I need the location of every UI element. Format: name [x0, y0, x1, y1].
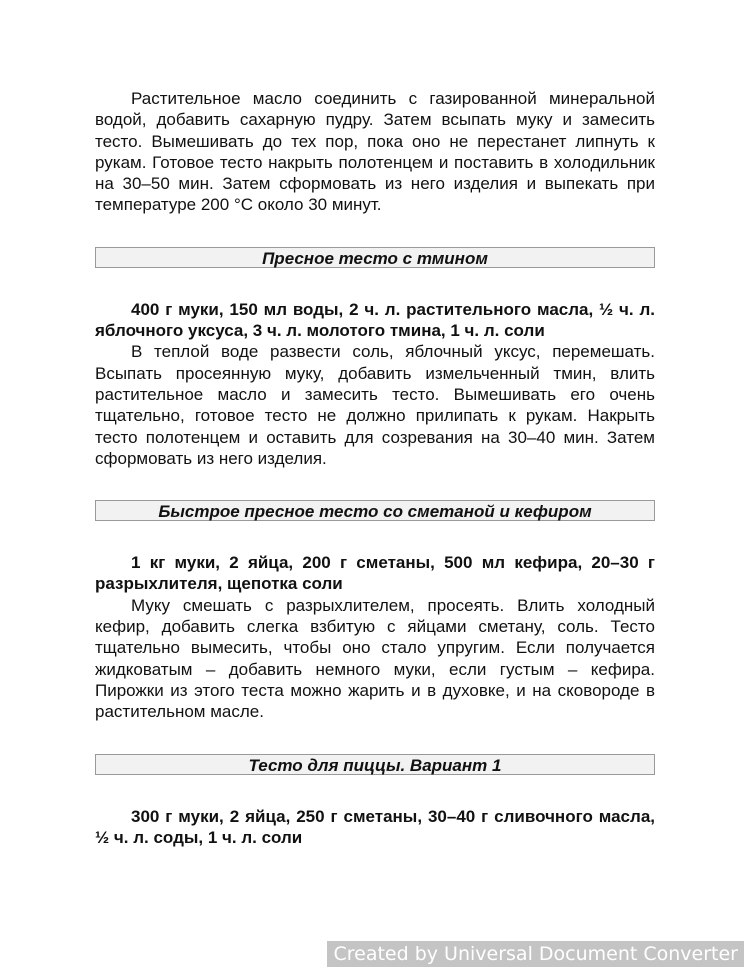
watermark: Created by Universal Document Converter [327, 941, 744, 967]
document-page [95, 88, 655, 848]
recipe-ingredients: 1 кг муки, 2 яйца, 200 г сметаны, 500 мл кефира, 20–30 г разрыхлителя, щепотка соли [95, 553, 655, 594]
recipe-heading: Пресное тесто с тмином [95, 247, 655, 268]
recipe-ingredients: 400 г муки, 150 мл воды, 2 ч. л. растительного масла, ½ ч. л. яблочного уксуса, 3 ч. л. молотого тмина, 1 ч. л. соли [95, 299, 655, 341]
intro-paragraph: Растительное масло соединить с газированной минеральной водой, добавить сахарную пудру. Затем всыпать муку и замесить тесто. Вымешивать до тех пор, пока оно не перестанет липнуть к рукам. Готовое тесто накрыть полотенцем и поставить в холодильник на 30–50 мин. Затем сформовать из него изделия и выпекать при температуре 200 °С около 30 минут. [95, 89, 655, 215]
recipe-method: В теплой воде развести соль, яблочный уксус, перемешать. Всыпать просеянную муку, добавить измельченный тмин, влить растительное масло и замесить тесто. Вымешивать его очень тщательно, готовое тесто не должно прилипать к рукам. Накрыть тесто полотенцем и оставить для созревания на 30–40 мин. Затем сформовать из него изделия. [95, 342, 655, 468]
recipe-heading: Быстрое пресное тесто со сметаной и кефиром [95, 500, 655, 521]
recipe-method: Муку смешать с разрыхлителем, просеять. Влить холодный кефир, добавить слегка взбитую с яйцами сметану, соль. Тесто тщательно вымесить, чтобы оно стало упругим. Если получается жидковатым – добавить немного муки, если густым – кефира. Пирожки из этого теста можно жарить и в духовке, и на сковороде в растительном масле. [95, 595, 655, 722]
recipe-heading: Тесто для пиццы. Вариант 1 [95, 754, 655, 775]
recipe-ingredients: 300 г муки, 2 яйца, 250 г сметаны, 30–40 г сливочного масла, ½ ч. л. соды, 1 ч. л. соли [95, 806, 655, 847]
